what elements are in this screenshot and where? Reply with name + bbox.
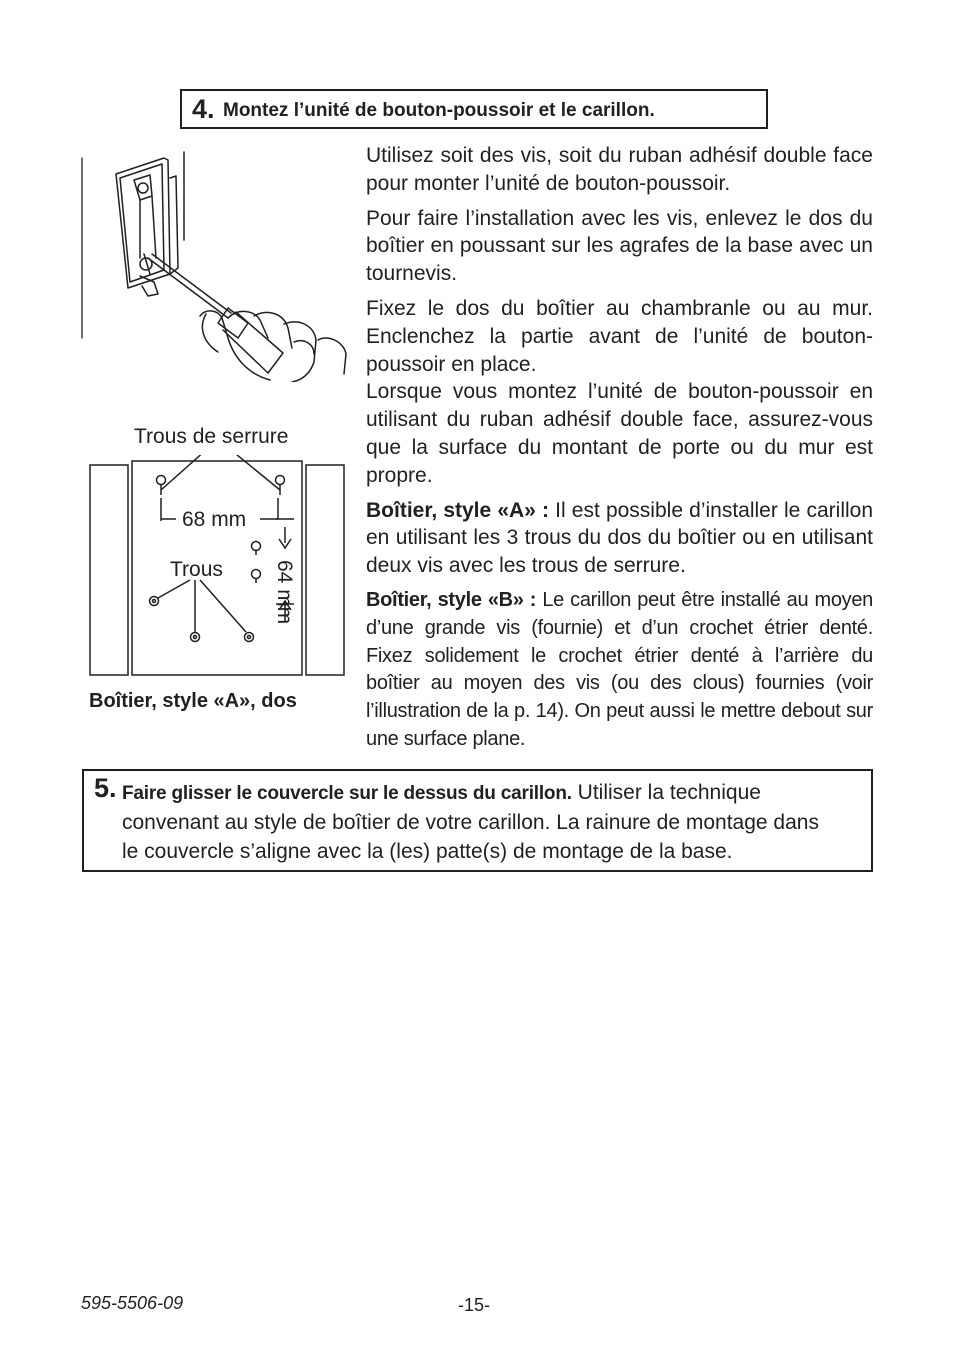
keyhole-right — [276, 476, 285, 496]
paragraph-install-screws: Pour faire l’installation avec les vis, enlevez le dos du boîtier en poussant sur les agrafes de la base avec un tournevis. — [366, 206, 873, 286]
step5-line-3: le couvercle s’aligne avec la (les) patte(s) de montage de la base. — [122, 840, 733, 863]
step5-text — [122, 778, 864, 866]
style-b-label: Boîtier, style «B» : — [366, 588, 537, 611]
diagram-caption: Boîtier, style «A», dos — [89, 690, 297, 712]
step4-number: 4. — [192, 94, 215, 124]
step5-line-2: convenant au style de boîtier de votre carillon. La rainure de montage dans — [122, 811, 819, 834]
paragraph-style-a — [366, 497, 873, 580]
style-a-label: Boîtier, style «A» : — [366, 498, 549, 522]
holes-label: Trous — [170, 558, 223, 581]
style-a-text: Il est possible d’installer le carillon en utilisant les 3 trous du dos du boîtier ou en utilisant deux vis avec les trous de serrure. — [366, 498, 874, 578]
keyhole-left — [157, 476, 166, 496]
keyholes-label: Trous de serrure — [134, 425, 289, 448]
step4-header — [180, 89, 768, 129]
paragraph-fix-back: Fixez le dos du boîtier au chambranle ou au mur. Enclenchez la partie avant de l’unité de bouton-poussoir en place. — [366, 296, 873, 376]
height-dimension-label: 64 mm — [273, 560, 296, 625]
step5-box — [82, 769, 873, 872]
paragraph-screws-or-tape: Utilisez soit des vis, soit du ruban adhésif double face pour monter l’unité de bouton-poussoir. — [366, 144, 873, 195]
step5-number: 5. — [94, 773, 117, 803]
style-b-text: Le carillon peut être installé au moyen d’une grande vis (fournie) et d’un crochet étrier denté. Fixez solidement le crochet étrier denté à l’arrière du boîtier au moyen des vis (ou des clous) fournies (voir l’illustration de la p. 14). On peut aussi le mettre debout sur une surface plane. — [366, 588, 874, 750]
screwdriver-illustration — [78, 148, 354, 382]
step5-line-1 — [122, 778, 864, 808]
paragraph-style-b — [366, 587, 873, 754]
instructions-text — [366, 142, 873, 761]
hole-right — [245, 633, 254, 642]
step4-title: Montez l’unité de bouton-poussoir et le carillon. — [223, 100, 655, 121]
step5-line-1-text: Utiliser la technique — [577, 781, 761, 804]
hole-center — [191, 633, 200, 642]
step5-title: Faire glisser le couvercle sur le dessus du carillon. — [122, 783, 572, 804]
paragraph-tape-install: Lorsque vous montez l’unité de bouton-poussoir en utilisant du ruban adhésif double face, assurez-vous que la surface du montant de porte ou du mur est propre. — [366, 380, 873, 487]
hole-left — [150, 597, 159, 606]
keyhole-mid-upper — [252, 542, 261, 551]
keyhole-mid-lower — [252, 570, 261, 579]
document-number: 595-5506-09 — [81, 1293, 184, 1313]
page-number: -15- — [458, 1295, 491, 1315]
width-dimension-label: 68 mm — [182, 508, 247, 531]
